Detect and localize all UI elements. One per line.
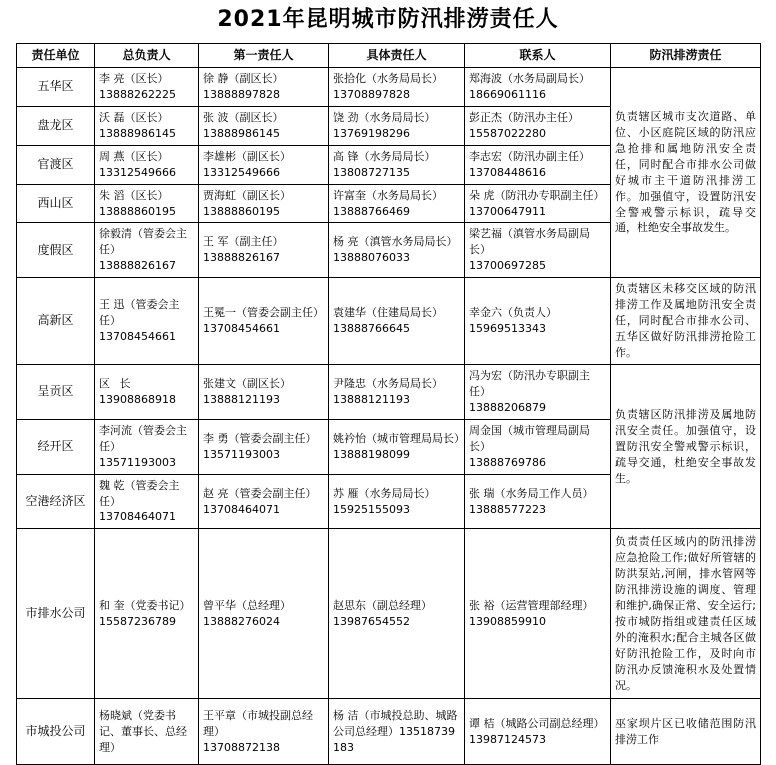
cell-chief xyxy=(95,106,199,145)
responsibility-table xyxy=(16,43,761,765)
cell-unit: 西山区 xyxy=(17,184,95,223)
cell-chief xyxy=(95,364,199,419)
person-name: 梁艺福（滇管水务局副局长） xyxy=(469,227,590,257)
person-name: 张拾化（水务局局长） xyxy=(333,71,443,85)
cell-specific xyxy=(329,529,465,699)
cell-unit: 呈贡区 xyxy=(17,364,95,419)
person-name: 杨 亮（滇管水务局局长） xyxy=(333,235,458,249)
cell-unit: 高新区 xyxy=(17,278,95,365)
cell-chief xyxy=(95,419,199,474)
person-name: 李 亮（区长） xyxy=(99,71,169,85)
table-row xyxy=(17,364,761,419)
person-phone: 13708464071 xyxy=(99,510,176,524)
person-name: 朵 虎（防汛办专职副主任） xyxy=(469,188,605,202)
person-phone: 13888860195 xyxy=(203,204,280,218)
cell-specific xyxy=(329,364,465,419)
person-name: 李志宏（防汛办副主任） xyxy=(469,149,590,163)
cell-first xyxy=(199,364,329,419)
person-phone: 13888262225 xyxy=(99,87,176,101)
cell-contact xyxy=(465,529,611,699)
person-phone: 13708448616 xyxy=(469,165,546,179)
person-phone: 13571193003 xyxy=(203,447,280,461)
person-phone: 13987124573 xyxy=(469,732,546,746)
person-name: 徐毅清（管委会主任） xyxy=(99,227,187,257)
cell-specific xyxy=(329,419,465,474)
cell-contact xyxy=(465,419,611,474)
person-phone: 13888986145 xyxy=(203,126,280,140)
cell-duty: 负责辖区未移交区域的防汛排涝工作及属地防汛安全责任，同时配合市排水公司、五华区做好防汛排涝抢险工作。 xyxy=(611,278,761,365)
person-phone: 13708464071 xyxy=(203,502,280,516)
cell-chief xyxy=(95,529,199,699)
person-name: 王平章（市城投副总经理） xyxy=(203,709,313,738)
person-phone: 13888826167 xyxy=(99,259,176,273)
cell-contact xyxy=(465,145,611,184)
person-name: 张 裕（运营管理部经理） xyxy=(469,598,594,612)
cell-specific xyxy=(329,184,465,223)
person-name: 尹隆忠（水务局局长） xyxy=(333,376,443,390)
person-phone: 13888860195 xyxy=(99,204,176,218)
person-phone: 13888121193 xyxy=(333,392,410,406)
person-phone: 13888276024 xyxy=(203,614,280,628)
person-name: 袁建华（住建局局长） xyxy=(333,306,443,320)
person-phone: 13571193003 xyxy=(99,455,176,469)
person-name: 赵思东（副总经理） xyxy=(333,598,432,612)
cell-duty: 巫家坝片区已收储范围防汛排涝工作 xyxy=(611,699,761,765)
person-phone: 13888897828 xyxy=(203,87,280,101)
cell-contact xyxy=(465,67,611,106)
person-name: 魏 乾（管委会主任） xyxy=(99,478,180,508)
cell-duty: 负责辖区城市支次道路、单位、小区庭院区域的防汛应急抢排和属地防汛安全责任，同时配合市排水公司做好城市主干道防汛排涝工作。加强值守，设置防汛安全警戒警示标识，疏导交通，杜绝安全事故发生。 xyxy=(611,67,761,277)
person-phone: 18669061116 xyxy=(469,87,546,101)
cell-unit: 市排水公司 xyxy=(17,529,95,699)
cell-specific xyxy=(329,474,465,529)
person-phone: 13312549666 xyxy=(203,165,280,179)
cell-contact xyxy=(465,223,611,278)
cell-first xyxy=(199,223,329,278)
person-name: 张 瑞（水务局工作人员） xyxy=(469,486,594,500)
cell-chief xyxy=(95,474,199,529)
person-name: 彭正杰（防汛办主任） xyxy=(469,110,579,124)
person-name: 区 长 xyxy=(99,376,134,390)
person-phone: 13888076033 xyxy=(333,251,410,265)
person-phone: 13888766469 xyxy=(333,204,410,218)
cell-chief xyxy=(95,67,199,106)
cell-first xyxy=(199,529,329,699)
column-header-unit: 责任单位 xyxy=(17,43,95,67)
cell-specific xyxy=(329,106,465,145)
person-name: 郑海波（水务局副局长） xyxy=(469,71,590,85)
person-phone: 13908868918 xyxy=(99,392,176,406)
person-phone: 13808727135 xyxy=(333,165,410,179)
cell-specific xyxy=(329,67,465,106)
person-name: 朱 滔（区长） xyxy=(99,188,169,202)
person-name: 冯为宏（防汛办专职副主任） xyxy=(469,368,590,398)
table-row xyxy=(17,67,761,106)
column-header-specific: 具体责任人 xyxy=(329,43,465,67)
column-header-contact: 联系人 xyxy=(465,43,611,67)
person-name: 幸金六（负责人） xyxy=(469,306,557,320)
person-phone: 13888206879 xyxy=(469,400,546,414)
table-row xyxy=(17,529,761,699)
person-name: 许富奎（水务局局长） xyxy=(333,188,443,202)
person-name: 杨晓斌（党委书记、董事长、总经理） xyxy=(99,709,187,754)
person-name: 饶 劲（水务局局长） xyxy=(333,110,436,124)
table-header-row xyxy=(17,43,761,67)
person-phone: 13888826167 xyxy=(203,251,280,265)
cell-unit: 市城投公司 xyxy=(17,699,95,765)
cell-first xyxy=(199,184,329,223)
person-name: 张 波（副区长） xyxy=(203,110,284,124)
cell-first xyxy=(199,67,329,106)
person-phone: 15969513343 xyxy=(469,322,546,336)
cell-chief xyxy=(95,278,199,365)
person-name: 杨 洁（市城投总助、城路公司总经理）13518739183 xyxy=(333,709,458,754)
cell-specific xyxy=(329,223,465,278)
cell-duty: 负责责任区域内的防汛排涝应急抢险工作;做好所管辖的防洪泵站,河闸，排水管网等防汛排涝设施的调度、管理和维护,确保正常、安全运行;按市城防指组或建责任区域外的淹积水;配合主城各区做好防汛抢险工作，及时向市防汛办反馈淹积水及处置情况。 xyxy=(611,529,761,699)
table-row xyxy=(17,278,761,365)
cell-first xyxy=(199,106,329,145)
cell-unit: 盘龙区 xyxy=(17,106,95,145)
person-name: 赵 亮（管委会副主任） xyxy=(203,486,317,500)
person-phone: 13708454661 xyxy=(99,330,176,344)
cell-unit: 经开区 xyxy=(17,419,95,474)
person-name: 周金国（城市管理局副局长） xyxy=(469,423,590,453)
person-name: 王 军（副主任） xyxy=(203,235,284,249)
cell-contact xyxy=(465,278,611,365)
cell-unit: 空港经济区 xyxy=(17,474,95,529)
cell-specific xyxy=(329,145,465,184)
person-phone: 13708897828 xyxy=(333,87,410,101)
cell-chief xyxy=(95,184,199,223)
person-name: 姚衿怡（城市管理局局长） xyxy=(333,431,465,445)
cell-first xyxy=(199,145,329,184)
person-name: 和 奎（党委书记） xyxy=(99,598,191,612)
person-name: 张建文（副区长） xyxy=(203,376,291,390)
cell-unit: 度假区 xyxy=(17,223,95,278)
person-name: 李河流（管委会主任） xyxy=(99,423,187,453)
person-phone: 13708454661 xyxy=(203,322,280,336)
person-phone: 13888986145 xyxy=(99,126,176,140)
cell-duty: 负责辖区防汛排涝及属地防汛安全责任。加强值守，设置防汛安全警戒警示标识，疏导交通，杜绝安全事故发生。 xyxy=(611,364,761,528)
cell-contact xyxy=(465,106,611,145)
cell-unit: 五华区 xyxy=(17,67,95,106)
person-phone: 13700647911 xyxy=(469,204,546,218)
person-phone: 13888198099 xyxy=(333,447,410,461)
cell-unit: 官渡区 xyxy=(17,145,95,184)
person-phone: 13700697285 xyxy=(469,259,546,273)
person-phone: 15925155093 xyxy=(333,502,410,516)
person-name: 曾平华（总经理） xyxy=(203,598,291,612)
person-name: 徐 静（副区长） xyxy=(203,71,284,85)
cell-contact xyxy=(465,474,611,529)
person-phone: 13888769786 xyxy=(469,455,546,469)
person-phone: 13987654552 xyxy=(333,614,410,628)
person-phone: 13888121193 xyxy=(203,392,280,406)
person-phone: 13769198296 xyxy=(333,126,410,140)
page-title: 2021年昆明城市防汛排涝责任人 xyxy=(217,7,559,32)
person-name: 沃 磊（区长） xyxy=(99,110,169,124)
cell-contact xyxy=(465,364,611,419)
column-header-first: 第一责任人 xyxy=(199,43,329,67)
cell-first xyxy=(199,419,329,474)
person-phone: 13312549666 xyxy=(99,165,176,179)
person-name: 王 迅（管委会主任） xyxy=(99,298,180,328)
person-phone: 15587022280 xyxy=(469,126,546,140)
person-name: 贾海虹（副区长） xyxy=(203,188,291,202)
person-name: 苏 雁（水务局局长） xyxy=(333,486,436,500)
person-name: 高 锋（水务局局长） xyxy=(333,149,436,163)
person-phone: 15587236789 xyxy=(99,614,176,628)
person-name: 周 燕（区长） xyxy=(99,149,169,163)
column-header-duty: 防汛排涝责任 xyxy=(611,43,761,67)
cell-contact xyxy=(465,184,611,223)
cell-first xyxy=(199,278,329,365)
person-name: 李雄彬（副区长） xyxy=(203,149,291,163)
person-name: 李 勇（管委会副主任） xyxy=(203,431,317,445)
cell-chief xyxy=(95,145,199,184)
person-phone: 13908859910 xyxy=(469,614,546,628)
cell-chief xyxy=(95,223,199,278)
person-name: 谭 桔（城路公司副总经理） xyxy=(469,716,605,730)
cell-first xyxy=(199,474,329,529)
person-phone: 13888577223 xyxy=(469,502,546,516)
person-phone: 13708872138 xyxy=(203,740,280,754)
column-header-chief: 总负责人 xyxy=(95,43,199,67)
person-phone: 13888766645 xyxy=(333,322,410,336)
cell-specific xyxy=(329,278,465,365)
person-name: 王冕一（管委会副主任） xyxy=(203,306,324,320)
